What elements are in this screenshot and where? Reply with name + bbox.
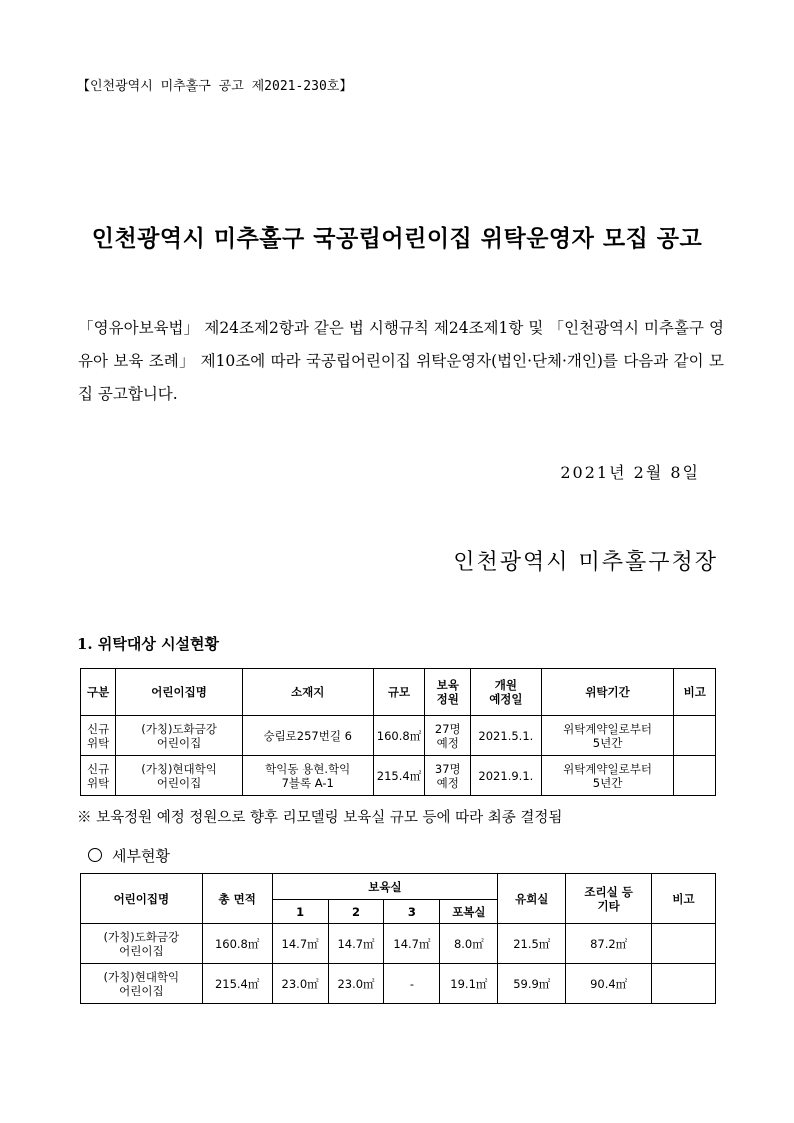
header-cell: 어린이집명 <box>116 669 243 716</box>
header-cell: 소재지 <box>242 669 373 716</box>
header-cell: 구분 <box>81 669 116 716</box>
table-cell: 14.7㎡ <box>384 924 440 964</box>
header-cell: 조리실 등 기타 <box>566 874 652 924</box>
table-cell: 19.1㎡ <box>440 964 498 1004</box>
header-cell: 비고 <box>652 874 716 924</box>
table-cell: 8.0㎡ <box>440 924 498 964</box>
intro-paragraph: 「영유아보육법」 제24조제2항과 같은 법 시행규칙 제24조제1항 및 「인천광역시 미추홀구 영유아 보육 조례」 제10조에 따라 국공립어린이집 위탁운영자(법인·단체·개인)를 다음과 같이 모집 공고합니다. <box>78 319 724 403</box>
header-cell: 2 <box>328 900 384 924</box>
table-cell: 87.2㎡ <box>566 924 652 964</box>
table-cell <box>674 716 716 756</box>
header-cell: 포복실 <box>440 900 498 924</box>
table-cell: 215.4㎡ <box>202 964 272 1004</box>
section1-heading: 1. 위탁대상 시설현황 <box>77 635 220 653</box>
detail-table <box>80 873 716 1004</box>
header-cell: 1 <box>272 900 328 924</box>
table-cell: (가칭)도화금강 어린이집 <box>81 924 203 964</box>
table-cell: 59.9㎡ <box>498 964 566 1004</box>
table-cell: (가칭)도화금강 어린이집 <box>116 716 243 756</box>
table-cell: (가칭)현대학익 어린이집 <box>81 964 203 1004</box>
table-cell: 23.0㎡ <box>272 964 328 1004</box>
issuing-authority: 인천광역시 미추홀구청장 <box>453 550 718 575</box>
header-cell: 3 <box>384 900 440 924</box>
table-header-row <box>81 874 716 900</box>
notice-number: 【인천광역시 미추홀구 공고 제2021-230호】 <box>77 79 353 94</box>
table-cell: 23.0㎡ <box>328 964 384 1004</box>
table-cell: 위탁계약일로부터 5년간 <box>541 716 674 756</box>
header-cell: 보육 정원 <box>425 669 471 716</box>
header-cell: 총 면적 <box>202 874 272 924</box>
table-cell: 위탁계약일로부터 5년간 <box>541 756 674 796</box>
table-cell <box>652 964 716 1004</box>
facility-table <box>80 668 716 796</box>
table-cell: 160.8㎡ <box>202 924 272 964</box>
table-cell <box>674 756 716 796</box>
table-cell: 신규 위탁 <box>81 756 116 796</box>
table-cell: 90.4㎡ <box>566 964 652 1004</box>
table-cell: 37명 예정 <box>425 756 471 796</box>
table-cell: 신규 위탁 <box>81 716 116 756</box>
table-cell: 215.4㎡ <box>373 756 425 796</box>
table-cell: 21.5㎡ <box>498 924 566 964</box>
table-row <box>81 964 716 1004</box>
subsection-heading <box>88 845 170 866</box>
table-cell <box>652 924 716 964</box>
table-cell: 2021.9.1. <box>471 756 542 796</box>
header-cell: 비고 <box>674 669 716 716</box>
notice-date: 2021년 2월 8일 <box>560 463 700 482</box>
header-cell: 보육실 <box>272 874 498 900</box>
table-cell: 2021.5.1. <box>471 716 542 756</box>
table-cell: 14.7㎡ <box>328 924 384 964</box>
table-cell: (가칭)현대학익 어린이집 <box>116 756 243 796</box>
table-cell: 숭림로257번길 6 <box>242 716 373 756</box>
table-row <box>81 924 716 964</box>
table-cell: 14.7㎡ <box>272 924 328 964</box>
table-row <box>81 756 716 796</box>
page-title: 인천광역시 미추홀구 국공립어린이집 위탁운영자 모집 공고 <box>91 225 703 252</box>
header-cell: 규모 <box>373 669 425 716</box>
table-header-row <box>81 669 716 716</box>
table-cell: 학익동 용현.학익 7블록 A-1 <box>242 756 373 796</box>
table-cell: 160.8㎡ <box>373 716 425 756</box>
header-cell: 어린이집명 <box>81 874 203 924</box>
table-cell: - <box>384 964 440 1004</box>
subsection-heading-text: 세부현황 <box>112 847 170 865</box>
circle-bullet-icon <box>88 848 102 862</box>
header-cell: 위탁기간 <box>541 669 674 716</box>
table-row <box>81 716 716 756</box>
capacity-note: ※ 보육정원 예정 정원으로 향후 리모델링 보육실 규모 등에 따라 최종 결정됨 <box>77 810 563 826</box>
table-cell: 27명 예정 <box>425 716 471 756</box>
header-cell: 유희실 <box>498 874 566 924</box>
header-cell: 개원 예정일 <box>471 669 542 716</box>
